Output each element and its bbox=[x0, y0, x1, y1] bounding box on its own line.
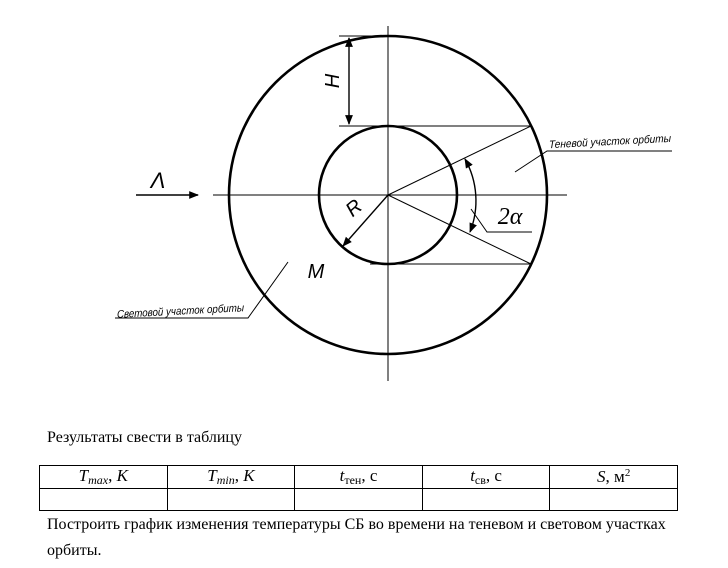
table-header-cell bbox=[422, 466, 550, 489]
header-superscript: 2 bbox=[624, 467, 631, 479]
table-row bbox=[40, 489, 678, 511]
table-cell bbox=[550, 489, 678, 511]
shadow-leader-line bbox=[515, 151, 672, 172]
header-subscript: min bbox=[216, 473, 235, 487]
header-subscript: max bbox=[88, 473, 109, 487]
table-header-cell bbox=[295, 466, 423, 489]
table-header-cell bbox=[167, 466, 295, 489]
light-leader-label: Световой участок орбиты bbox=[117, 301, 261, 321]
label-r: R bbox=[341, 195, 367, 222]
table-cell bbox=[40, 489, 168, 511]
header-separator: , bbox=[605, 467, 615, 486]
instruction-text: Построить график изменения температуры СБ во времени на теневом и световом участках орбиты. bbox=[47, 516, 666, 559]
table-header-cell bbox=[550, 466, 678, 489]
label-m: M bbox=[307, 261, 325, 283]
header-unit: с bbox=[494, 466, 502, 485]
label-2alpha: 2α bbox=[497, 204, 523, 230]
header-separator: , bbox=[485, 466, 495, 485]
table-cell bbox=[422, 489, 550, 511]
header-symbol: t bbox=[470, 466, 475, 485]
header-separator: , bbox=[108, 466, 117, 485]
header-symbol: T bbox=[78, 466, 89, 485]
header-unit: м bbox=[614, 467, 625, 486]
table-cell bbox=[295, 489, 423, 511]
shadow-leader-label: Теневой участок орбиты bbox=[549, 132, 683, 152]
header-row bbox=[40, 466, 678, 489]
header-symbol: S bbox=[597, 467, 606, 486]
header-separator: , bbox=[234, 466, 244, 485]
header-separator: , bbox=[361, 466, 370, 485]
header-unit: K bbox=[116, 466, 128, 485]
header-unit: с bbox=[369, 466, 378, 485]
header-symbol: t bbox=[339, 466, 345, 485]
header-subscript: тен bbox=[344, 473, 362, 487]
header-unit: K bbox=[243, 466, 255, 485]
label-h: H bbox=[322, 73, 344, 89]
header-subscript: св bbox=[474, 473, 486, 487]
table-cell bbox=[167, 489, 295, 511]
header-symbol: T bbox=[207, 466, 217, 485]
table-header-cell bbox=[40, 466, 168, 489]
table-caption: Результаты свести в таблицу bbox=[47, 429, 242, 446]
results-table bbox=[39, 465, 678, 511]
shadow-boundary-top bbox=[388, 126, 531, 195]
label-lambda: Λ bbox=[150, 168, 166, 193]
